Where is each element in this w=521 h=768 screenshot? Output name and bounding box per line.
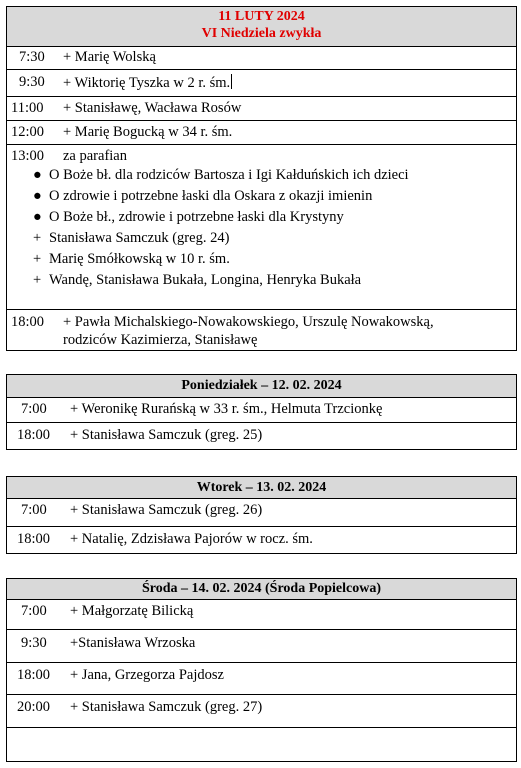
sunday-date: 11 LUTY 2024 xyxy=(218,9,305,24)
mass-time: 7:30 xyxy=(19,49,45,65)
mass-row xyxy=(7,527,516,553)
list-item: + Marię Smółkowską w 10 r. śm. xyxy=(7,249,516,270)
mass-intention: + Stanisława Samczuk (greg. 25) xyxy=(70,427,263,443)
mass-intention: + Marię Bogucką w 34 r. śm. xyxy=(63,124,233,140)
mass-intention: + Stanisława Samczuk (greg. 26) xyxy=(70,502,263,518)
mass-intention: + Stanisławę, Wacława Rosów xyxy=(63,100,242,116)
mass-row xyxy=(7,70,516,97)
monday-header: Poniedziałek – 12. 02. 2024 xyxy=(7,375,516,398)
mass-row xyxy=(7,121,516,145)
mass-intention: + Stanisława Samczuk (greg. 27) xyxy=(70,699,263,715)
mass-row xyxy=(7,499,516,527)
mass-intention: + Jana, Grzegorza Pajdosz xyxy=(70,667,224,683)
mass-row xyxy=(7,423,516,449)
mass-time: 11:00 xyxy=(11,100,44,116)
mass-time: 9:30 xyxy=(19,74,45,90)
mass-time: 7:00 xyxy=(21,502,47,518)
mass-row xyxy=(7,47,516,70)
plus-icon: + xyxy=(33,230,42,246)
mass-time: 18:00 xyxy=(17,531,51,547)
list-item: + Wandę, Stanisława Bukała, Longina, Henryka Bukała xyxy=(7,270,516,291)
sunday-header xyxy=(7,7,516,47)
mass-intention: + Wiktorię Tyszka w 2 r. śm. xyxy=(63,75,231,91)
sunday-table xyxy=(6,6,517,351)
sunday-name: VI Niedziela zwykła xyxy=(201,26,322,41)
list-item: ● O Boże bł. dla rodziców Bartosza i Igi Kałduńskich ich dzieci xyxy=(7,165,516,186)
mass-row xyxy=(7,97,516,121)
bullet-icon: ● xyxy=(33,209,42,225)
mass-intention: + Weronikę Rurańską w 33 r. śm., Helmuta Trzcionkę xyxy=(70,401,383,417)
mass-time: 18:00 xyxy=(17,667,51,683)
mass-time: 18:00 xyxy=(11,314,45,330)
mass-intention: za parafian xyxy=(63,148,127,164)
list-item: ● O Boże bł., zdrowie i potrzebne łaski dla Krystyny xyxy=(7,207,516,228)
mass-time: 13:00 xyxy=(11,148,45,164)
mass-intention: + Pawła Michalskiego-Nowakowskiego, Urszulę Nowakowską, xyxy=(63,314,434,330)
mass-row xyxy=(7,663,516,695)
intentions-list xyxy=(7,165,516,291)
list-item: ● O zdrowie i potrzebne łaski dla Oskara z okazji imienin xyxy=(7,186,516,207)
mass-intention: + Małgorzatę Bilicką xyxy=(70,603,194,619)
mass-row-parish xyxy=(7,145,516,310)
wednesday-table xyxy=(6,578,517,762)
mass-row xyxy=(7,630,516,663)
mass-row xyxy=(7,310,516,350)
text-cursor xyxy=(231,74,232,89)
tuesday-header: Wtorek – 13. 02. 2024 xyxy=(7,477,516,499)
monday-table xyxy=(6,374,517,450)
tuesday-table xyxy=(6,476,517,554)
mass-row xyxy=(7,398,516,423)
bullet-icon: ● xyxy=(33,167,42,183)
mass-intention: + Natalię, Zdzisława Pajorów w rocz. śm. xyxy=(70,531,313,547)
mass-time: 20:00 xyxy=(17,699,51,715)
bullet-icon: ● xyxy=(33,188,42,204)
mass-time: 7:00 xyxy=(21,401,47,417)
mass-time: 12:00 xyxy=(11,124,45,140)
mass-row-empty xyxy=(7,728,516,761)
mass-intention: +Stanisława Wrzoska xyxy=(70,635,196,651)
wednesday-header: Środa – 14. 02. 2024 (Środa Popielcowa) xyxy=(7,579,516,600)
mass-time: 18:00 xyxy=(17,427,51,443)
list-item: + Stanisława Samczuk (greg. 24) xyxy=(7,228,516,249)
mass-row xyxy=(7,695,516,728)
plus-icon: + xyxy=(33,251,42,267)
mass-time: 7:00 xyxy=(21,603,47,619)
mass-intention: + Marię Wolską xyxy=(63,49,156,65)
mass-row xyxy=(7,600,516,630)
mass-intention-continued: rodziców Kazimierza, Stanisławę xyxy=(63,332,258,348)
mass-time: 9:30 xyxy=(21,635,47,651)
plus-icon: + xyxy=(33,272,42,288)
